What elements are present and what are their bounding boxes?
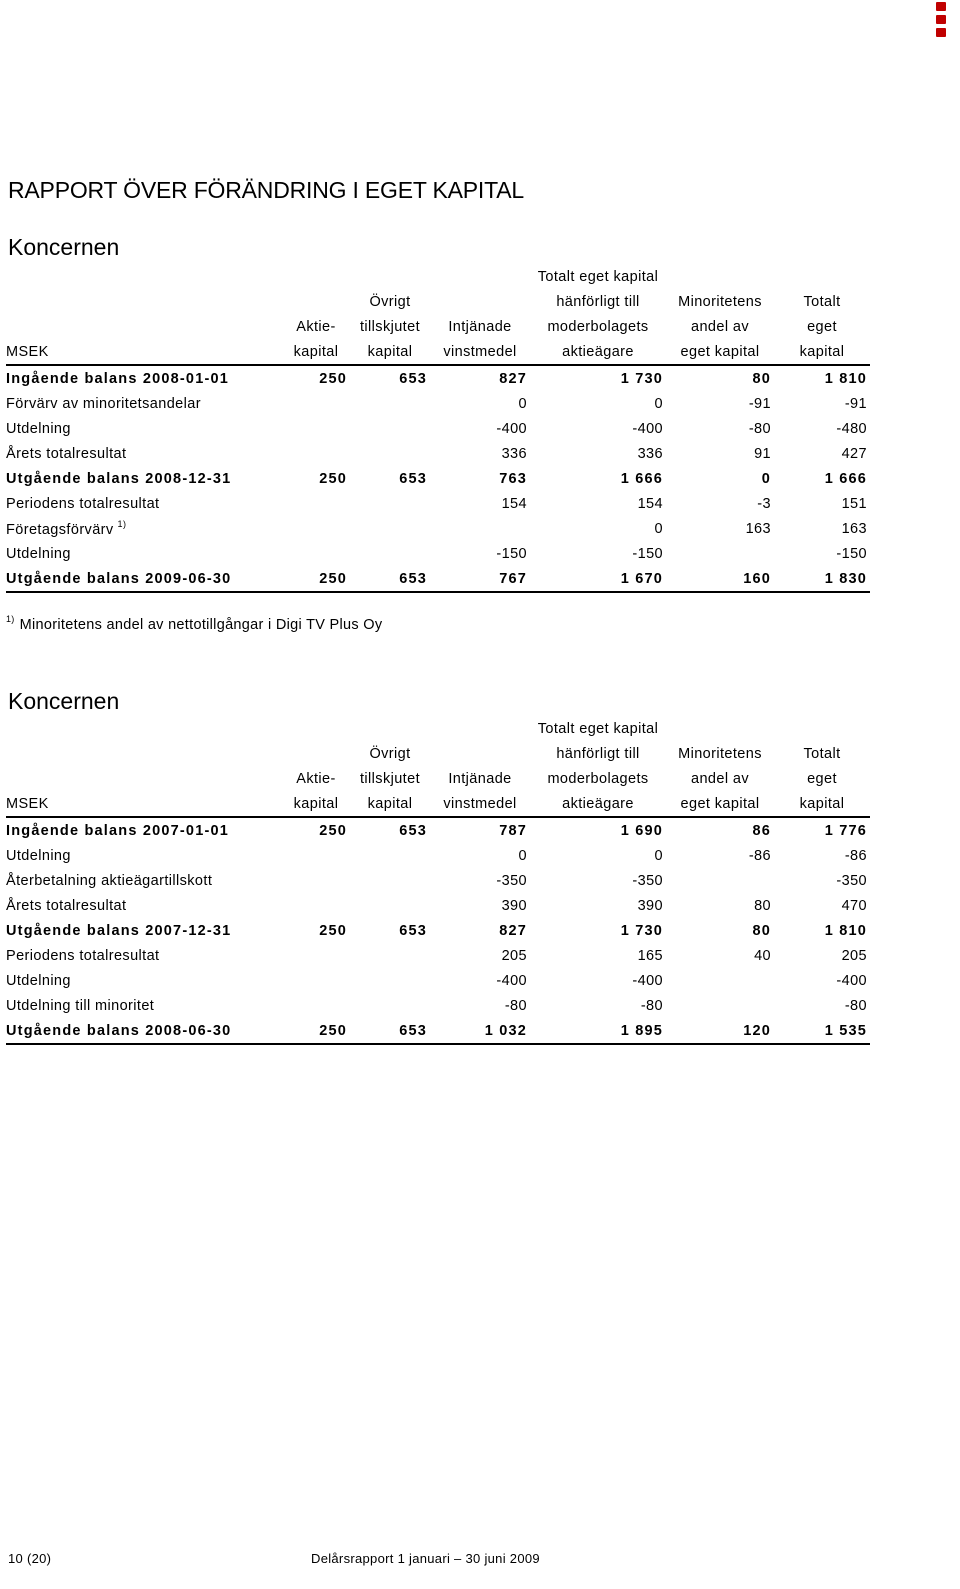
table-row [6,391,870,416]
header-label [6,314,282,339]
value-cell: 205 [841,947,867,964]
table-row [6,817,870,843]
row-label-text: Återbetalning aktieägartillskott [6,872,213,889]
table-row [6,566,870,592]
value-cell: -86 [844,847,867,864]
value-cell: 0 [654,847,663,864]
value-cell: 653 [350,566,430,592]
column-header [430,264,530,289]
table-row [6,843,870,868]
value-cell [350,516,430,541]
value-cell: -350 [632,872,663,889]
column-header [350,716,430,741]
table-row [6,993,870,1018]
column-header: tillskjutet [360,318,420,335]
value-cell: 653 [399,370,427,387]
column-header: kapital [350,791,430,817]
value-cell [350,416,430,441]
value-cell: -150 [496,545,527,562]
value-cell: 1 776 [824,822,867,839]
row-label-text: Utgående balans 2008-06-30 [6,1022,232,1039]
column-header: Minoritetens [678,293,762,310]
header-row [6,791,870,817]
value-cell [350,441,430,466]
column-header [774,716,870,741]
value-cell: 1 032 [430,1018,530,1044]
value-cell: 40 [754,947,771,964]
value-cell: 653 [399,470,427,487]
table-row [6,541,870,566]
row-label [6,365,282,391]
header-label [6,716,282,741]
column-header: vinstmedel [430,791,530,817]
report-title: Delårsrapport 1 januari – 30 juni 2009 [311,1551,540,1566]
row-label-text: Årets totalresultat [6,445,127,462]
row-label [6,843,282,868]
row-label-text: Utgående balans 2009-06-30 [6,570,232,587]
equity-table-2008-2009 [6,264,870,593]
value-cell [350,541,430,566]
row-label-text: Utgående balans 2007-12-31 [6,922,232,939]
value-cell [282,416,350,441]
value-cell: 827 [499,922,527,939]
value-cell: 1 666 [824,470,867,487]
value-cell [350,391,430,416]
value-cell: 250 [282,566,350,592]
column-header [282,289,350,314]
row-label-text: Förvärv av minoritetsandelar [6,395,201,412]
table-row [6,441,870,466]
value-cell: 1 690 [620,822,663,839]
value-cell: 91 [754,445,771,462]
column-header [282,741,350,766]
column-header: Totalt eget kapital [537,268,659,285]
column-header [430,289,530,314]
value-cell [350,993,430,1018]
row-label-text: Företagsförvärv [6,522,114,538]
header-row [6,741,870,766]
value-cell [350,943,430,968]
value-cell [666,868,774,893]
column-header: Totalt [803,293,841,310]
row-label [6,416,282,441]
value-cell: 80 [752,922,771,939]
value-cell: 165 [637,947,663,964]
row-label-text: Utdelning [6,972,71,989]
table-row [6,943,870,968]
column-header: Minoritetens [678,745,762,762]
table-row [6,365,870,391]
value-cell: 787 [499,822,527,839]
value-cell: 336 [501,445,527,462]
value-cell: 470 [841,897,867,914]
column-header: moderbolagets [547,770,649,787]
value-cell: 653 [399,922,427,939]
value-cell: -400 [632,420,663,437]
value-cell: -150 [836,545,867,562]
row-label-text: Utgående balans 2008-12-31 [6,470,232,487]
row-label-text: Utdelning till minoritet [6,997,155,1014]
column-header [666,264,774,289]
value-cell [282,441,350,466]
column-header [774,264,870,289]
value-cell: 250 [319,922,347,939]
table-row [6,466,870,491]
header-label [6,741,282,766]
row-label-text: Årets totalresultat [6,897,127,914]
value-cell: 1 830 [774,566,870,592]
row-label-text: Utdelning [6,545,71,562]
header-row [6,716,870,741]
column-header: hänförligt till [556,745,640,762]
column-header: tillskjutet [360,770,420,787]
value-cell: 86 [752,822,771,839]
column-header: Intjänade [448,318,512,335]
row-label [6,441,282,466]
row-label [6,566,282,592]
row-label [6,817,282,843]
value-cell [666,968,774,993]
row-label [6,968,282,993]
column-header: moderbolagets [547,318,649,335]
value-cell: 1 810 [824,370,867,387]
footnote-text: Minoritetens andel av nettotillgångar i Digi TV Plus Oy [19,617,383,633]
column-header: eget kapital [666,339,774,365]
value-cell [350,868,430,893]
value-cell [282,391,350,416]
value-cell: 1 535 [774,1018,870,1044]
row-label-text: Utdelning [6,847,71,864]
value-cell [282,943,350,968]
value-cell: 653 [350,1018,430,1044]
section-title-2: Koncernen [8,688,120,714]
row-label [6,868,282,893]
table-header [6,264,870,365]
value-cell: -80 [640,997,663,1014]
header-row [6,339,870,365]
value-cell: -3 [757,495,771,512]
column-header [430,716,530,741]
equity-table-2007-2008 [6,716,870,1045]
row-label [6,466,282,491]
column-header: eget kapital [666,791,774,817]
value-cell [282,993,350,1018]
value-cell [350,968,430,993]
value-cell: -80 [504,997,527,1014]
row-label-text: Ingående balans 2008-01-01 [6,370,230,387]
row-label-text: Ingående balans 2007-01-01 [6,822,230,839]
value-cell [350,491,430,516]
value-cell: 250 [282,1018,350,1044]
page-number: 10 (20) [8,1551,52,1566]
value-cell: 0 [518,847,527,864]
column-header: kapital [282,791,350,817]
value-cell: -400 [836,972,867,989]
column-header: andel av [690,770,750,787]
value-cell [282,516,350,541]
value-cell: 1 730 [620,370,663,387]
column-header [350,264,430,289]
table-row [6,868,870,893]
column-header: kapital [282,339,350,365]
header-row [6,289,870,314]
value-cell [430,516,530,541]
value-cell: 1 895 [530,1018,666,1044]
value-cell: 80 [754,897,771,914]
column-header: Övrigt [369,745,411,762]
value-cell: 205 [501,947,527,964]
value-cell: -350 [496,872,527,889]
value-cell [282,968,350,993]
table-row [6,491,870,516]
value-cell: 0 [518,395,527,412]
row-label [6,993,282,1018]
value-cell: 427 [841,445,867,462]
value-cell [282,868,350,893]
value-cell [282,541,350,566]
value-cell: 250 [319,822,347,839]
row-label [6,918,282,943]
column-header: Totalt eget kapital [537,720,659,737]
value-cell: -80 [748,420,771,437]
value-cell: 336 [637,445,663,462]
table-header [6,716,870,817]
column-header: eget [807,318,837,335]
header-label [6,289,282,314]
footnote-marker: 1) [6,614,15,624]
row-label [6,491,282,516]
value-cell: -91 [844,395,867,412]
row-label-text: Utdelning [6,420,71,437]
column-header [430,741,530,766]
table-body [6,817,870,1044]
value-cell: 160 [666,566,774,592]
value-cell: -350 [836,872,867,889]
column-header: Totalt [803,745,841,762]
value-cell: 390 [637,897,663,914]
row-label-text: Periodens totalresultat [6,947,160,964]
footnote-ref: 1) [117,519,127,529]
column-header: kapital [774,791,870,817]
value-cell: -400 [496,972,527,989]
value-cell [666,541,774,566]
column-header: hänförligt till [556,293,640,310]
value-cell: 151 [841,495,867,512]
header-row [6,314,870,339]
value-cell: -480 [836,420,867,437]
value-cell: 154 [637,495,663,512]
value-cell [666,993,774,1018]
value-cell: 653 [399,822,427,839]
value-cell: 390 [501,897,527,914]
value-cell: -80 [844,997,867,1014]
value-cell: -400 [632,972,663,989]
column-header: kapital [350,339,430,365]
column-header: Övrigt [369,293,411,310]
value-cell: -150 [632,545,663,562]
value-cell: 1 810 [824,922,867,939]
value-cell: 163 [841,520,867,537]
column-header: eget [807,770,837,787]
column-header: Intjänade [448,770,512,787]
header-row [6,264,870,289]
value-cell: -86 [748,847,771,864]
row-label [6,516,282,541]
header-row [6,766,870,791]
value-cell: 80 [752,370,771,387]
value-cell: 154 [501,495,527,512]
column-header: aktieägare [530,791,666,817]
value-cell: 767 [430,566,530,592]
value-cell: 0 [761,470,771,487]
value-cell: 0 [654,395,663,412]
value-cell: -400 [496,420,527,437]
row-label-text: Periodens totalresultat [6,495,160,512]
value-cell: -91 [748,395,771,412]
column-header: aktieägare [530,339,666,365]
column-header: andel av [690,318,750,335]
column-header: kapital [774,339,870,365]
value-cell: 163 [745,520,771,537]
value-cell [282,893,350,918]
column-header: Aktie- [296,770,336,787]
column-header: vinstmedel [430,339,530,365]
section-title-1: Koncernen [8,234,120,260]
row-label [6,1018,282,1044]
row-label [6,943,282,968]
header-label: MSEK [6,791,282,817]
value-cell: 1 730 [620,922,663,939]
value-cell [350,843,430,868]
value-cell [350,893,430,918]
value-cell: 120 [666,1018,774,1044]
column-header [666,716,774,741]
row-label [6,391,282,416]
column-header [282,716,350,741]
value-cell: 0 [654,520,663,537]
value-cell: 250 [319,370,347,387]
value-cell: 827 [499,370,527,387]
table-row [6,918,870,943]
header-label [6,766,282,791]
footnote [6,614,382,633]
column-header [282,264,350,289]
row-label [6,893,282,918]
header-label [6,264,282,289]
table-body [6,365,870,592]
value-cell: 1 670 [530,566,666,592]
table-row [6,516,870,541]
table-row [6,1018,870,1044]
page-title: RAPPORT ÖVER FÖRÄNDRING I EGET KAPITAL [8,177,524,203]
value-cell: 250 [319,470,347,487]
value-cell: 1 666 [620,470,663,487]
table-row [6,416,870,441]
value-cell [282,491,350,516]
value-cell: 763 [499,470,527,487]
row-label [6,541,282,566]
table-row [6,893,870,918]
header-label: MSEK [6,339,282,365]
table-row [6,968,870,993]
company-logo [936,2,950,41]
value-cell [282,843,350,868]
column-header: Aktie- [296,318,336,335]
